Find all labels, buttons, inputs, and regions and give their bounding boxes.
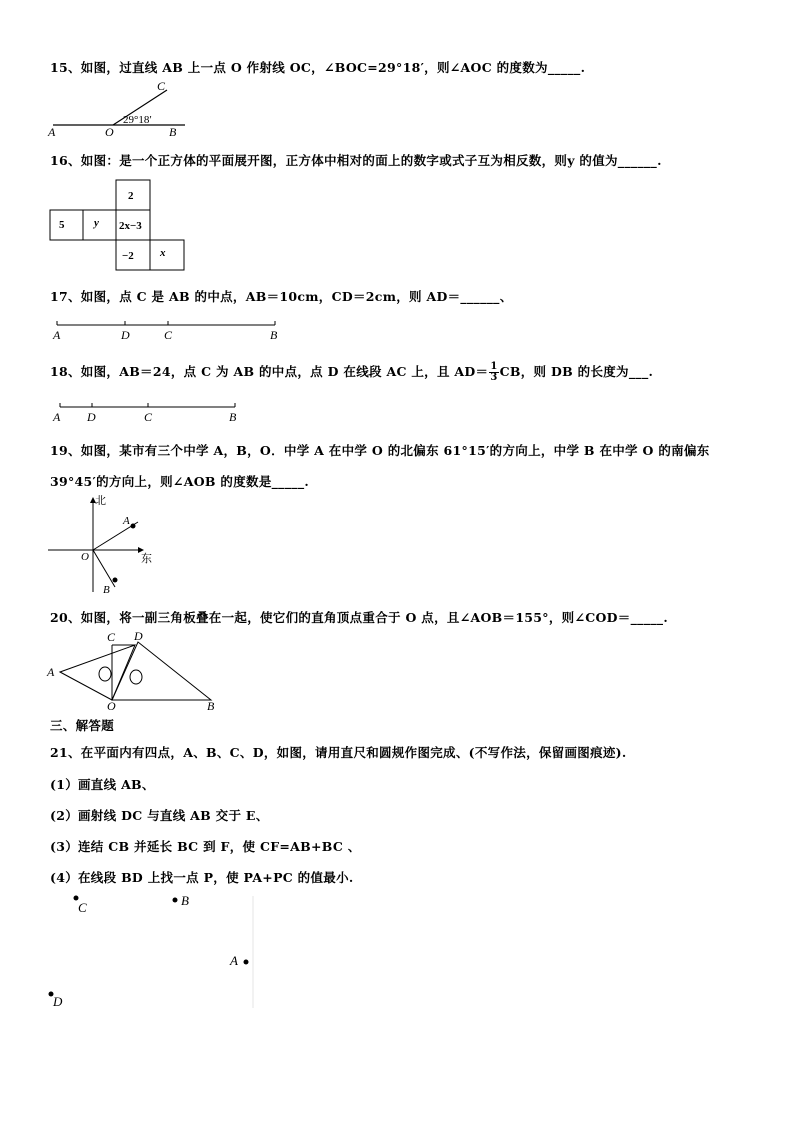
question-21-text: 21、在平面内有四点，A、B、C、D，如图，请用直尺和圆规作图完成、(不写作法，保留画图痕迹). [50,745,627,760]
cell-5-text: 5 [59,219,65,231]
point-c-label: C [164,328,173,342]
point-d-label: D [87,410,96,424]
question-19-line1: 19、如图，某市有三个中学 A，B，O．中学 A 在中学 O 的北偏东 61°15′的方向上，中学 B 在中学 O 的南偏东 [50,443,710,458]
label-a: A [47,665,55,679]
question-19-line2: 39°45′的方向上，则∠AOB 的度数是_____. [50,474,310,489]
question-18-figure [50,398,250,426]
question-15-figure [45,78,195,140]
question-17-text: 17、如图，点 C 是 AB 的中点，AB＝10cm，CD＝2cm，则 AD＝______、 [50,289,513,304]
cell-y [83,210,116,240]
label-c: C [157,79,166,93]
cell-x [150,240,184,270]
label-b: B [181,893,189,908]
label-d: D [134,629,143,643]
label-a: A [48,125,56,139]
cell-2-text: 2 [128,190,134,202]
east-label: 东 [141,553,152,565]
label-o: O [107,699,116,712]
north-label: 北 [95,495,106,507]
label-c: C [78,900,87,915]
point-b [113,578,118,583]
triangle-aoc [60,645,135,700]
points-figure [40,888,270,1013]
question-15-text: 15、如图，过直线 AB 上一点 O 作射线 OC，∠BOC=29°18′，则∠AOC 的度数为_____. [50,60,586,75]
label-o: O [105,125,114,139]
point-a-label: A [53,410,61,424]
label-b: B [169,125,177,139]
label-c: C [107,630,116,644]
cell-5 [50,210,83,240]
q21-item-2: (2）画射线 DC 与直线 AB 交于 E、 [50,808,269,823]
cell-2x3-text: 2x−3 [119,220,142,232]
point-d-label: D [121,328,130,342]
cell-neg2-text: −2 [122,250,134,262]
q18-post: CB，则 DB 的长度为___. [499,364,654,379]
angle-label: 29°18′ [123,114,152,126]
label-a: A [123,515,130,527]
question-17-figure [50,315,290,343]
hole-left [99,667,111,681]
q21-item-3: (3）连结 CB 并延长 BC 到 F，使 CF=AB+BC 、 [50,839,361,854]
label-d: D [53,994,63,1009]
label-b: B [103,584,110,596]
compass-figure [45,492,165,597]
question-18-text [50,362,653,383]
q21-item-4: (4）在线段 BD 上找一点 P，使 PA+PC 的值最小. [50,870,354,885]
fraction-one-third: $\frac{1}{3}$ [490,361,498,383]
label-b: B [207,699,215,712]
question-16-text: 16、如图：是一个正方体的平面展开图，正方体中相对的面上的数字或式子互为相反数，则y 的值为______. [50,153,662,168]
q21-item-1: (1）画直线 AB、 [50,777,155,792]
q18-pre: 18、如图，AB＝24，点 C 为 AB 的中点，点 D 在线段 AC 上，且 AD＝ [50,364,489,379]
label-o: O [81,551,89,563]
ray-ob [93,550,115,587]
label-a: A [230,953,238,968]
triangles-figure [45,628,220,712]
cell-x-text: x [160,247,166,259]
point-a-label: A [53,328,61,342]
cube-net-figure [48,178,188,273]
hole-right [130,670,142,684]
point-b-label: B [229,410,237,424]
triangle-bod [112,642,211,700]
point-c-label: C [144,410,153,424]
point-b-label: B [270,328,278,342]
point-b [173,898,178,903]
point-a [131,524,136,529]
question-20-text: 20、如图，将一副三角板叠在一起，使它们的直角顶点重合于 O 点，且∠AOB＝155°，则∠COD＝_____. [50,610,669,625]
section-heading: 三、解答题 [50,718,115,733]
cell-y-text: y [94,217,99,229]
point-a [244,960,249,965]
